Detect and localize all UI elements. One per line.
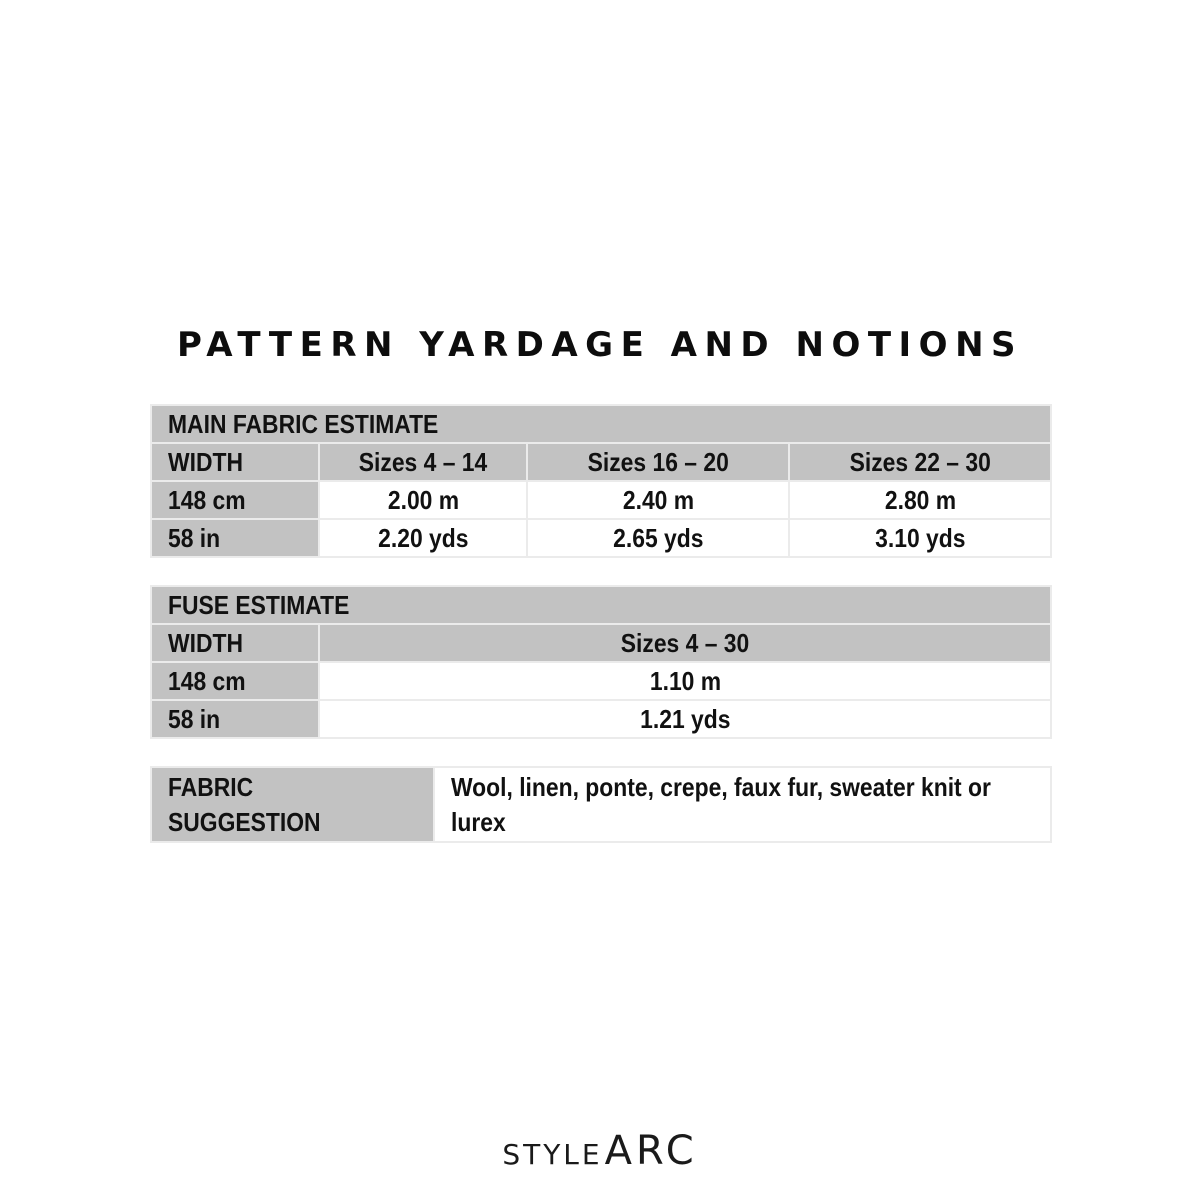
main-fabric-heading-row: [151, 405, 1051, 443]
fabric-suggestion-label-line2: SUGGESTION: [168, 806, 321, 837]
fabric-suggestion-label: [151, 767, 434, 842]
size-column-header: Sizes 4 – 30: [319, 624, 1051, 662]
width-header: WIDTH: [151, 624, 319, 662]
size-column-header: Sizes 22 – 30: [789, 443, 1051, 481]
table-row: [151, 481, 1051, 519]
brand-logo: [0, 1128, 1200, 1174]
fuse-heading-row: [151, 586, 1051, 624]
size-column-header: Sizes 4 – 14: [319, 443, 527, 481]
yardage-cell: 3.10 yds: [789, 519, 1051, 557]
main-fabric-header-row: [151, 443, 1051, 481]
fabric-suggestion-label-line1: FABRIC: [168, 771, 254, 802]
yardage-cell: 1.21 yds: [319, 700, 1051, 738]
fuse-header-row: [151, 624, 1051, 662]
size-column-header: Sizes 16 – 20: [527, 443, 789, 481]
width-cell: 148 cm: [151, 481, 319, 519]
fuse-heading: FUSE ESTIMATE: [151, 586, 1051, 624]
brand-logo-style: STYLE: [502, 1138, 603, 1171]
table-row: [151, 700, 1051, 738]
width-cell: 148 cm: [151, 662, 319, 700]
table-row: [151, 662, 1051, 700]
table-row: [151, 519, 1051, 557]
main-fabric-table: [150, 404, 1052, 558]
fabric-suggestion-text: Wool, linen, ponte, crepe, faux fur, sweater knit or lurex: [434, 767, 1051, 842]
fuse-table: [150, 585, 1052, 739]
yardage-cell: 2.00 m: [319, 481, 527, 519]
yardage-cell: 2.65 yds: [527, 519, 789, 557]
page-title: PATTERN YARDAGE AND NOTIONS: [176, 325, 1024, 365]
main-fabric-heading: MAIN FABRIC ESTIMATE: [151, 405, 1051, 443]
yardage-cell: 2.40 m: [527, 481, 789, 519]
fabric-suggestion-table: [150, 766, 1052, 843]
fabric-suggestion-row: [151, 767, 1051, 842]
width-header: WIDTH: [151, 443, 319, 481]
yardage-cell: 2.20 yds: [319, 519, 527, 557]
brand-logo-arc: ARC: [604, 1128, 698, 1174]
width-cell: 58 in: [151, 700, 319, 738]
width-cell: 58 in: [151, 519, 319, 557]
yardage-cell: 1.10 m: [319, 662, 1051, 700]
yardage-cell: 2.80 m: [789, 481, 1051, 519]
